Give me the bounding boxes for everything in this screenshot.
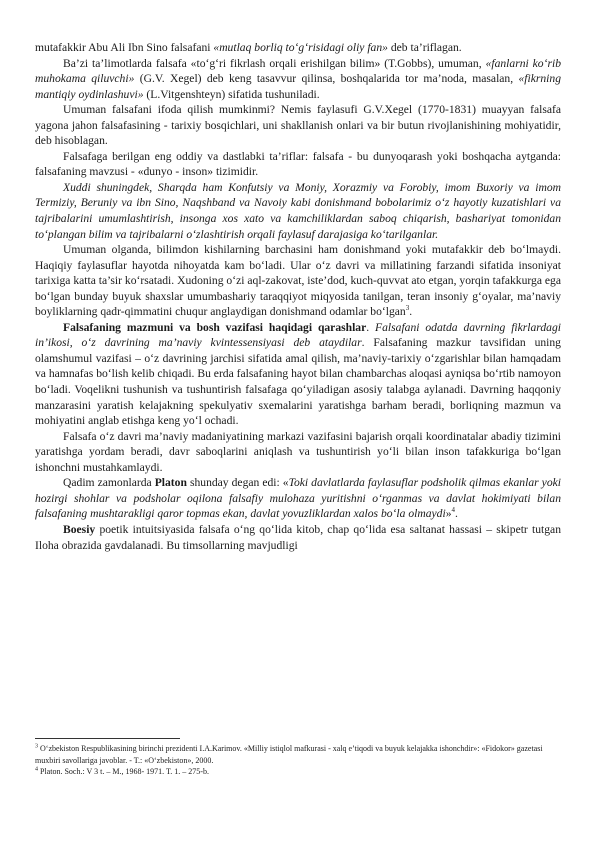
footnotes [35, 743, 561, 778]
footnote-text: Platon. Soch.: V 3 t. – M., 1968- 1971. T. 1. – 275-b. [38, 767, 209, 777]
text-run: Umuman olganda, bilimdon kishilarning barchasini ham donishmand yoki mutafakkir deb bo‘lmaydi. Haqiqiy faylasuflar hayotda nihoyatda kam bo‘ladi. Ular o‘z davri va millatining farzandi sifatida insoniyat tarixiga katta ta’sir ko‘rsatadi. Xudoning o‘zi aql-zakovat, iste’dod, kuch-quvvat ato etgan, yorqin tafakkurga ega bo‘lgan bunday buyuk shaxslar umumbashariy taraqqiyot miqyosida tanilgan, teran insoniy g‘oyalar, ma’naviy boyliklarning qadr-qimmatini chuqur anglaydigan donishmand odamlar bo‘lgan [35, 243, 561, 319]
text-run: . [366, 320, 376, 334]
italic-text: Xuddi shuningdek, Sharqda ham Konfutsiy va Moniy, Xorazmiy va Forobiy, imom Buxoriy va imom Termiziy, Beruniy va ibn Sino, Naqshband va Navoiy kabi donishmand bobolarimiz o‘z hayotiy kuzatishlari va tajribalarini umumlashtirish, insonga xos xato va kamchiliklardan saboq chiqarish, bashariyat tomonidan to‘plangan bilim va tajribalarni o‘zlashtirish orqali faylasuf darajasiga ko‘tarilganlar. [35, 180, 561, 241]
text-run: . [455, 507, 458, 521]
document-body [35, 40, 561, 553]
text-run: Qadim zamonlarda [63, 476, 155, 490]
para-6 [35, 242, 561, 320]
italic-text: Falsafani odatda davrning fikrlardagi in’ikosi, o‘z davrining ma’naviy kvintessensiyasi deb ataydilar [35, 320, 562, 350]
footnote-number: 4 [35, 766, 38, 773]
para-2 [35, 56, 561, 103]
para-1 [35, 40, 561, 56]
footnote-number: 3 [35, 743, 38, 750]
para-5 [35, 180, 561, 242]
footnote-ref: 3 [405, 304, 410, 313]
para-8 [35, 429, 561, 476]
bold-text: Boesiy [63, 522, 96, 536]
para-3 [35, 102, 561, 149]
footnote-text: O‘zbekiston Respublikasining birinchi prezidenti I.A.Karimov. «Milliy istiqlol mafkurasi - xalq e’tiqodi va buyuk kelajakka ishonchdir»: «Fidokor» gazetasi muxbiri savollariga javoblar. - T.: «O‘zbekiston», 2000. [35, 744, 543, 765]
italic-text: «fikrning mantiqiy oydinlashuvi» [35, 72, 561, 101]
para-9 [35, 475, 561, 522]
text-run: » [445, 507, 452, 521]
footnote-4 [35, 766, 561, 778]
text-run: (L.Vitgenshteyn) sifatida tushuniladi. [143, 87, 320, 101]
footnote-ref: 4 [451, 506, 455, 515]
text-run: poetik intuitsiyasida falsafa o‘ng qo‘lida kitob, chap qo‘lida esa saltanat hassasi – skipetr tutgan Iloha obrazida gavdalanadi. Bu timsollarning mavjudligi [35, 522, 561, 552]
text-run: Falsafa o‘z davri ma’naviy madaniyatining markazi vazifasini bajarish orqali koordinatalar abadiy tizimini yaratishga yordam beradi, davr saboqlarini aniqlash va tushuntirish yo‘li bilan inson tafakkuriga bo‘lgan ishonchni mustahkamlaydi. [35, 429, 561, 474]
text-run: . [409, 305, 413, 319]
bold-text: Platon [154, 476, 187, 490]
text-run: shunday degan edi: « [186, 476, 289, 490]
text-run: Ba’zi ta’limotlarda falsafa «to‘g‘ri fikrlash orqali erishilgan bilim» (T.Gobbs), umuman, [63, 56, 486, 70]
italic-text: «mutlaq borliq to‘g‘risidagi oliy fan» [213, 41, 388, 54]
text-run: mutafakkir Abu Ali Ibn Sino falsafani [35, 41, 214, 54]
para-10 [35, 522, 561, 553]
para-4 [35, 149, 561, 180]
footnote-separator [35, 738, 180, 739]
text-run: . Falsafaning mazkur tavsifidan uning olamshumul vazifasi – o‘z davrining jarchisi sifatida amal qilish, ma’naviy-tarixiy o‘zgarishlar bilan hamqadam va hamnafas bo‘lish kelib chiqadi. Bu erda falsafaning hayot bilan chambarchas aloqasi ayniqsa bo‘rtib namoyon bo‘ladi. Voqelikni tushunish va tushuntirish falsafaga qo‘yiladigan asosiy talabga aylanadi. Davrning haqqoniy manzarasini yaratish kelajakning spekulyativ sxemalarini yaratishga barham beradi, borliqning mazmun va mohiyatini anglab etishga keng yo‘l ochadi. [35, 336, 561, 428]
text-run: Falsafaga berilgan eng oddiy va dastlabki ta’riflar: falsafa - bu dunyoqarash yoki boshqacha aytganda: falsafaning mavzusi - «dunyo - inson» tizimidir. [35, 149, 561, 179]
bold-text: Falsafaning mazmuni va bosh vazifasi haqidagi qarashlar [63, 320, 367, 334]
footnote-3 [35, 743, 561, 766]
italic-text: «fanlarni ko‘rib muhokama qiluvchi» [35, 56, 561, 86]
italic-text: Toki davlatlarda faylasuflar podsholik qilmas ekanlar yoki hozirgi shohlar va podsholar oqilona falsafiy mulohaza yuritishni o‘rganmas va davlat hokimiyati bilan falsafaning mushtarakligi qaror topmas ekan, davlat yovuzliklardan xalos bo‘la olmaydi [35, 476, 561, 521]
text-run: Umuman falsafani ifoda qilish mumkinmi? Nemis faylasufi G.V.Xegel (1770-1831) muayyan falsafa yagona jahon falsafasining - tarixiy bosqichlari, uni shakllanish onlari va bir butun rivojlanishining mohiyatidir, deb hisoblagan. [35, 103, 561, 148]
text-run: deb ta’riflagan. [387, 41, 462, 54]
para-7 [35, 320, 561, 429]
text-run: (G.V. Xegel) deb keng tasavvur qilinsa, boshqalarida tor ma’noda, masalan, [134, 72, 519, 86]
